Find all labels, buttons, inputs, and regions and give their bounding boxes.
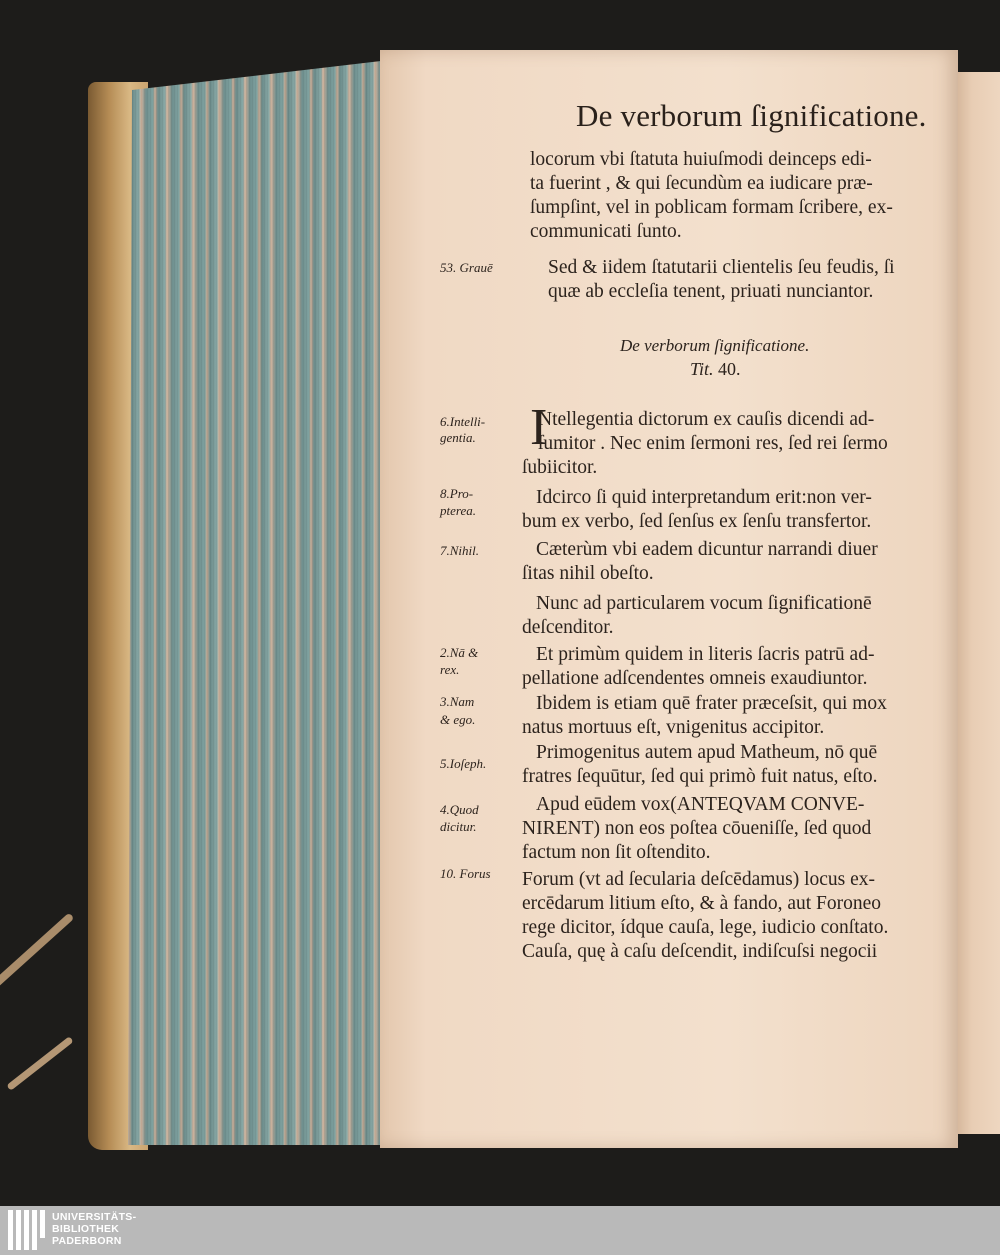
margin-note: 8.Pro-: [440, 486, 474, 501]
margin-note: rex.: [440, 662, 460, 677]
section-number: [690, 359, 741, 380]
logo-line: BIBLIOTHEK: [52, 1223, 120, 1235]
drop-capital: I: [530, 399, 548, 456]
text-line: ſitas nihil obeſto.: [522, 563, 654, 584]
text-line: Idcirco ſi quid interpretandum erit:non ver-: [536, 487, 872, 508]
text-line: Et primùm quidem in literis ſacris patrū ad-: [536, 644, 875, 665]
text-line: Forum (vt ad ſecularia deſcēdamus) locus ex-: [522, 869, 876, 890]
text-line: ſumitor . Nec enim ſermoni res, ſed rei ſermo: [538, 433, 888, 454]
logo-line: UNIVERSITÄTS-: [52, 1211, 137, 1223]
running-head: De verborum ſignificatione.: [576, 98, 927, 133]
margin-note: 4.Quod: [440, 802, 479, 817]
text-line: Nunc ad particularem vocum ſignificationē: [536, 593, 872, 614]
logo-line: PADERBORN: [52, 1235, 122, 1247]
text-line: Primogenitus autem apud Matheum, nō quē: [536, 742, 878, 763]
text-line: Ntellegentia dictorum ex cauſis dicendi ad-: [538, 409, 875, 430]
bookmark-string: [0, 912, 74, 992]
library-logo-icon: [8, 1210, 48, 1250]
text-line: Apud eūdem vox(ANTEQVAM CONVE-: [536, 794, 865, 815]
margin-note: 3.Nam: [440, 694, 475, 709]
library-logo-text: [52, 1211, 136, 1247]
section-title: De verborum ſignificatione.: [620, 336, 810, 355]
margin-note: 6.Intelli-: [440, 414, 486, 429]
text-line: pellatione adſcendentes omneis exaudiuntor.: [522, 668, 868, 689]
text-line: ſumpſint, vel in poblicam formam ſcribere, ex-: [530, 197, 893, 218]
margin-note: 2.Nā &: [440, 645, 479, 660]
text-line: deſcenditor.: [522, 617, 614, 638]
text-line: fratres ſequūtur, ſed qui primò fuit natus, eſto.: [522, 766, 878, 787]
text-line: Ibidem is etiam quē frater præceſsit, qui mox: [536, 693, 887, 714]
text-line: factum non ſit oſtendito.: [522, 842, 711, 863]
text-line: Cauſa, quę à caſu deſcendit, indiſcuſsi negocii: [522, 941, 878, 962]
text-line: natus mortuus eſt, vnigenitus accipitor.: [522, 717, 825, 738]
margin-note: 53. Grauē: [440, 260, 493, 275]
margin-note: 10. Forus: [440, 866, 491, 881]
margin-note: dicitur.: [440, 819, 477, 834]
margin-note: 7.Nihil.: [440, 543, 480, 558]
text-line: ta fuerint , & qui ſecundùm ea iudicare præ-: [530, 173, 873, 194]
margin-note: & ego.: [440, 712, 476, 727]
text-line: bum ex verbo, ſed ſenſus ex ſenſu transfertor.: [522, 511, 872, 532]
bookmark-string: [6, 1036, 73, 1091]
text-line: Sed & iidem ſtatutarii clientelis ſeu feudis, ſi: [548, 257, 895, 278]
text-line: communicati ſunto.: [530, 221, 682, 242]
margin-note: 5.Ioſeph.: [440, 756, 487, 771]
text-line: ercēdarum litium eſto, & à fando, aut Foroneo: [522, 893, 882, 914]
text-line: quæ ab eccleſia tenent, priuati nunciantor.: [548, 281, 874, 302]
margin-note: pterea.: [440, 503, 476, 518]
text-line: NIRENT) non eos poſtea cōueniſſe, ſed quod: [522, 818, 872, 839]
margin-note: gentia.: [440, 430, 476, 445]
text-line: rege dicitor, ídque cauſa, lege, iudicio conſtato.: [522, 917, 889, 938]
tit-label: Tit.: [690, 359, 714, 379]
page-block-fore-edge: [120, 60, 390, 1145]
library-footer-bar: [0, 1206, 1000, 1255]
text-line: ſubiicitor.: [522, 457, 598, 478]
tit-number: 40.: [718, 359, 741, 379]
text-line: locorum vbi ſtatuta huiuſmodi deinceps edi-: [530, 149, 872, 170]
text-line: Cæterùm vbi eadem dicuntur narrandi diuer: [536, 539, 878, 560]
